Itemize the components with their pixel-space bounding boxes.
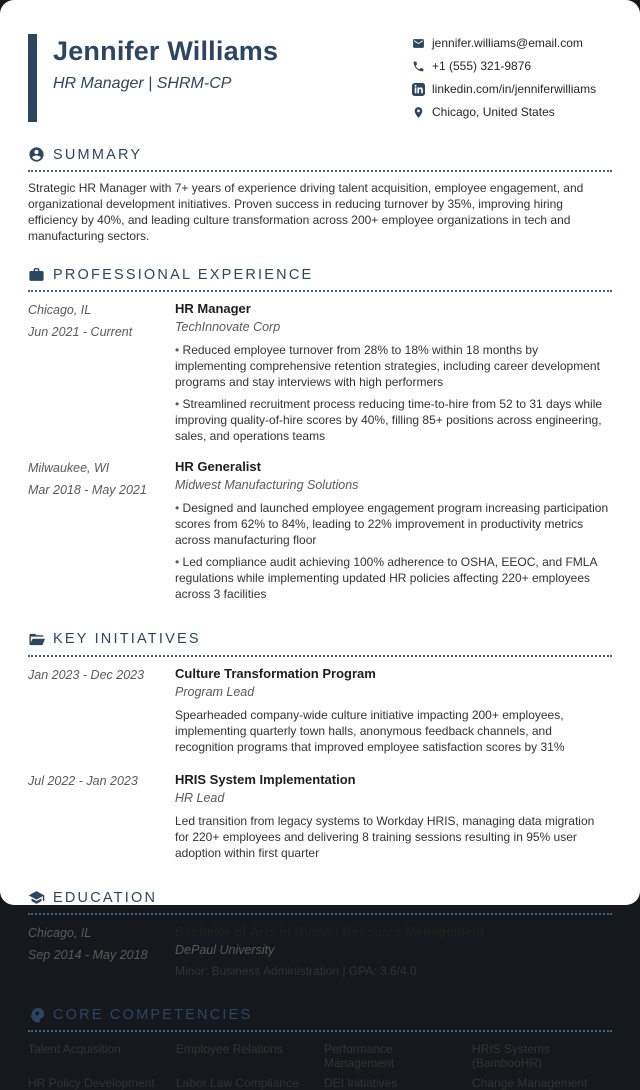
initiative-entry (28, 772, 612, 862)
competencies-header (28, 1006, 612, 1032)
email-text: jennifer.williams@email.com (432, 36, 583, 50)
location-pin-icon (412, 106, 425, 119)
graduation-cap-icon (28, 889, 45, 906)
experience-company: TechInnovate Corp (175, 320, 281, 335)
experience-role: HR Manager (175, 301, 251, 317)
competency-item: Performance Management (324, 1042, 395, 1071)
competency-item: Talent Acquisition (28, 1042, 121, 1057)
initiative-role: HR Lead (175, 790, 225, 805)
initiative-role: Program Lead (175, 684, 255, 699)
identity-block (28, 34, 278, 122)
education-dates: Sep 2014 - May 2018 (28, 948, 148, 963)
experience-meta (28, 301, 175, 445)
experience-bullet: • Reduced employee turnover from 28% to 18% within 18 months by implementing comprehensive retention strategies, including career development programs and stay interviews with high performers (175, 343, 610, 391)
competency-item: HRIS Systems (BambooHR) (472, 1042, 551, 1071)
contact-block (412, 34, 612, 119)
initiative-meta (28, 666, 175, 756)
section-experience (28, 266, 612, 602)
competency-item: Labor Law Compliance (176, 1076, 299, 1090)
initiative-dates: Jan 2023 - Dec 2023 (28, 667, 145, 682)
head-idea-icon (28, 1006, 45, 1023)
initiative-entry (28, 666, 612, 756)
initiative-details (175, 772, 612, 862)
experience-company: Midwest Manufacturing Solutions (175, 478, 359, 493)
initiative-meta (28, 772, 175, 862)
experience-bullets (175, 501, 610, 603)
competencies-grid (28, 1042, 612, 1090)
experience-header (28, 266, 612, 292)
experience-bullet: • Streamlined recruitment process reducing time-to-hire from 52 to 31 days while improving quality-of-hire scores by 40%, filling 85+ positions across engineering, sales, and operations teams (175, 397, 610, 445)
education-details (175, 924, 612, 978)
education-meta (28, 924, 175, 978)
section-education (28, 889, 612, 978)
experience-title: PROFESSIONAL EXPERIENCE (53, 266, 314, 283)
person-title: HR Manager | SHRM-CP (53, 75, 232, 92)
phone-text: +1 (555) 321-9876 (432, 59, 532, 73)
initiative-name: Culture Transformation Program (175, 665, 376, 681)
linkedin-text: linkedin.com/in/jenniferwilliams (432, 82, 597, 96)
briefcase-icon (28, 266, 45, 283)
education-extra: Minor: Business Administration | GPA: 3.6/4.0 (175, 964, 417, 979)
experience-location: Milwaukee, WI (28, 461, 110, 476)
experience-location: Chicago, IL (28, 303, 92, 318)
experience-dates: Mar 2018 - May 2021 (28, 482, 147, 497)
experience-bullets (175, 343, 610, 445)
contact-phone (412, 59, 612, 73)
resume-header (28, 34, 612, 122)
competency-item: HR Policy Development (28, 1076, 155, 1090)
initiative-dates: Jul 2022 - Jan 2023 (28, 773, 138, 788)
competencies-title: CORE COMPETENCIES (53, 1006, 253, 1023)
initiative-description: Led transition from legacy systems to Workday HRIS, managing data migration for 220+ employees and delivering 8 training sessions resulting in 95% user adoption within first quarter (175, 813, 595, 860)
phone-icon (412, 60, 425, 73)
person-name: Jennifer Williams (53, 36, 279, 66)
initiative-description: Spearheaded company-wide culture initiative impacting 200+ employees, implementing quarterly town halls, anonymous feedback channels, and recognition programs that improved employee satisfaction scores by 31% (175, 707, 565, 754)
competency-item: Employee Relations (176, 1042, 283, 1057)
experience-entry (28, 459, 612, 603)
education-entry (28, 924, 612, 978)
location-text: Chicago, United States (432, 105, 555, 119)
education-title: EDUCATION (53, 889, 158, 906)
summary-header (28, 146, 612, 172)
accent-bar (28, 34, 37, 122)
experience-meta (28, 459, 175, 603)
education-location: Chicago, IL (28, 926, 92, 941)
competency-item: DEI Initiatives (324, 1076, 398, 1090)
linkedin-icon (412, 83, 425, 96)
education-degree: Bachelor of Arts in Human Resource Management (175, 924, 485, 940)
contact-linkedin (412, 82, 612, 96)
education-header (28, 889, 612, 915)
folder-open-icon (28, 631, 45, 648)
experience-details (175, 459, 612, 603)
initiative-name: HRIS System Implementation (175, 771, 356, 787)
user-circle-icon (28, 146, 45, 163)
competency-item: Change Management (472, 1076, 588, 1090)
initiatives-header (28, 631, 612, 657)
initiative-details (175, 666, 612, 756)
experience-bullet: • Designed and launched employee engagement program increasing participation scores from 62% to 84%, leading to 22% improvement in productivity metrics across manufacturing floor (175, 501, 610, 549)
summary-title: SUMMARY (53, 146, 143, 163)
experience-dates: Jun 2021 - Current (28, 325, 133, 340)
experience-entry (28, 301, 612, 445)
initiatives-title: KEY INITIATIVES (53, 631, 201, 648)
section-summary (28, 146, 612, 244)
contact-email (412, 36, 612, 50)
section-competencies (28, 1006, 612, 1090)
contact-location (412, 105, 612, 119)
name-title-block (53, 34, 278, 122)
education-school: DePaul University (175, 943, 275, 958)
experience-role: HR Generalist (175, 459, 261, 475)
experience-bullet: • Led compliance audit achieving 100% adherence to OSHA, EEOC, and FMLA regulations while implementing updated HR policies affecting 220+ employees across 3 facilities (175, 555, 610, 603)
summary-text: Strategic HR Manager with 7+ years of experience driving talent acquisition, employee engagement, and organizational development initiatives. Proven success in reducing turnover by 35%, improving hiring efficiency by 40%, and leading culture transformation across 200+ employee organizations in tech and manufacturing sectors. (28, 181, 584, 244)
experience-details (175, 301, 612, 445)
section-initiatives (28, 631, 612, 862)
envelope-icon (412, 37, 425, 50)
